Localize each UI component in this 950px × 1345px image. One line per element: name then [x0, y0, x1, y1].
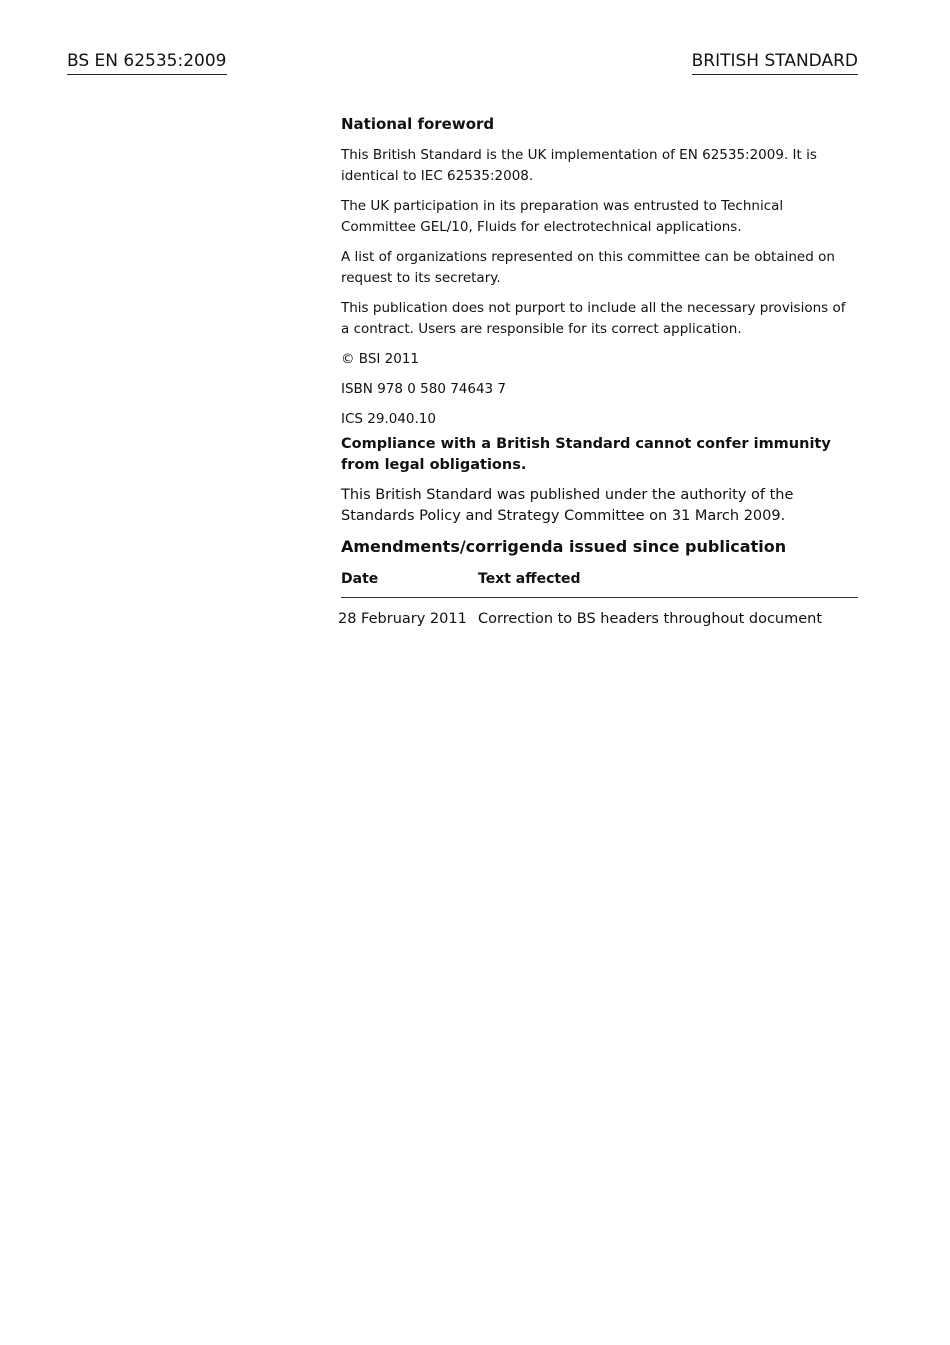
column-header-date: Date: [341, 569, 478, 598]
foreword-paragraph: A list of organizations represented on this committee can be obtained on request to its secretary.: [341, 249, 835, 286]
header-document-number: BS EN 62535:2009: [67, 50, 227, 75]
header-standard-label: BRITISH STANDARD: [692, 50, 858, 75]
publication-authority: This British Standard was published under the authority of the Standards Policy and Strategy Committee on 31 March 2009.: [341, 487, 794, 524]
amendment-text-affected: Correction to BS headers throughout document: [478, 611, 823, 627]
foreword-paragraph: This British Standard is the UK implementation of EN 62535:2009. It is identical to IEC 62535:2008.: [341, 147, 817, 184]
ics-line: ICS 29.040.10: [341, 411, 436, 427]
national-foreword-section: [338, 114, 858, 629]
column-header-text-affected: Text affected: [478, 569, 858, 598]
copyright-line: © BSI 2011: [341, 351, 420, 367]
table-header-row: [341, 569, 858, 598]
amendments-title: Amendments/corrigenda issued since publication: [341, 537, 787, 556]
amendments-table: [338, 569, 858, 629]
compliance-statement: Compliance with a British Standard cannot confer immunity from legal obligations.: [341, 436, 831, 473]
foreword-title: National foreword: [341, 115, 495, 133]
table-row: [341, 598, 858, 630]
foreword-paragraph: This publication does not purport to include all the necessary provisions of a contract. Users are responsible for its correct application.: [341, 300, 846, 337]
isbn-line: ISBN 978 0 580 74643 7: [341, 381, 507, 397]
amendment-date: 28 February 2011: [338, 611, 467, 627]
foreword-paragraph: The UK participation in its preparation was entrusted to Technical Committee GEL/10, Fluids for electrotechnical applications.: [341, 198, 784, 235]
